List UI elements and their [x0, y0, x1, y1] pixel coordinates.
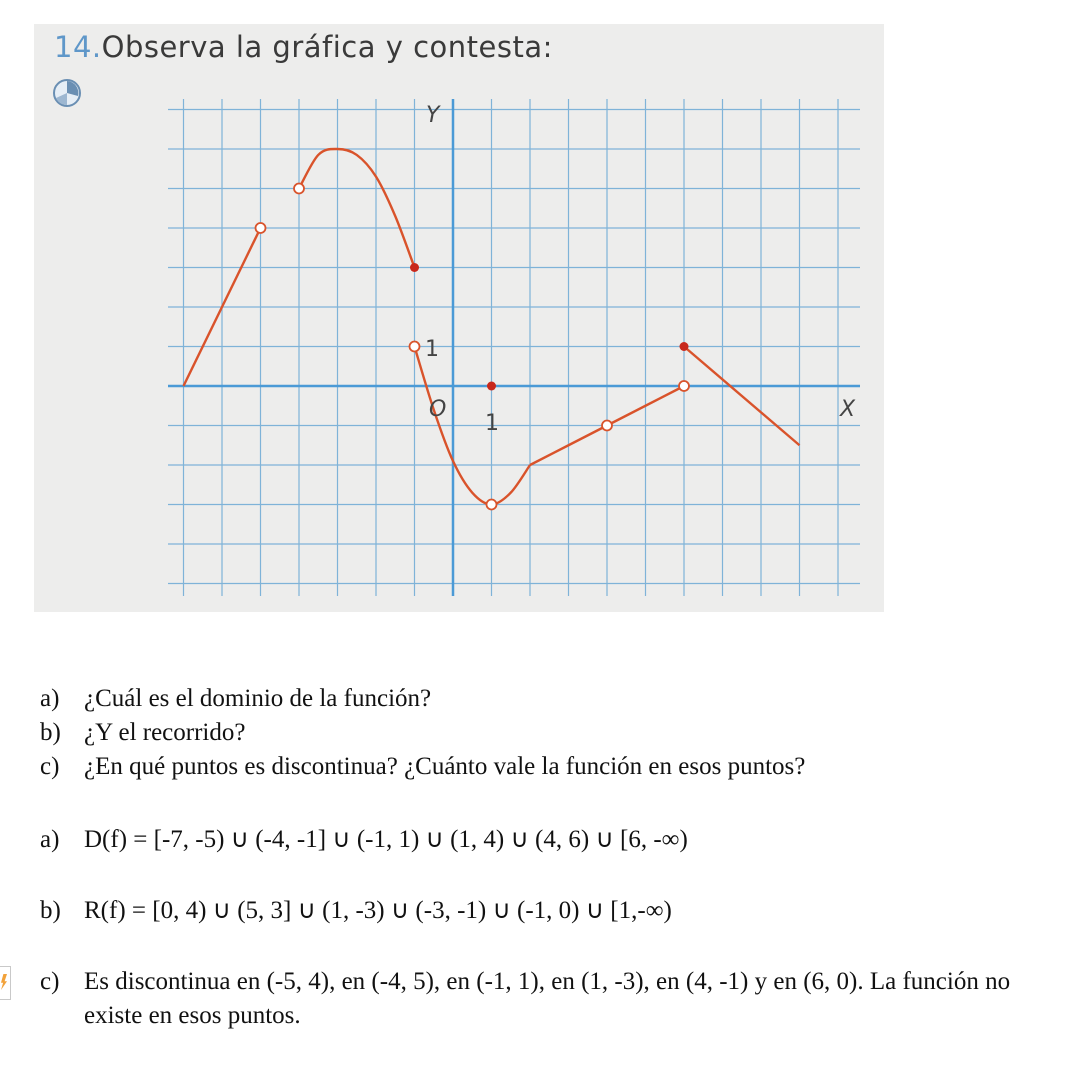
graph-axes [168, 99, 860, 596]
function-graph [34, 24, 884, 612]
closed-point [487, 382, 496, 391]
x-axis-label: X [840, 397, 856, 422]
curve-segment-2 [299, 149, 415, 268]
curve-segment-5 [684, 347, 800, 446]
open-point [602, 421, 612, 431]
open-point [256, 223, 266, 233]
closed-point [410, 263, 419, 272]
exercise-title-text: Observa la gráfica y contesta: [101, 30, 553, 64]
x-tick-label: 1 [485, 411, 499, 436]
exercise-figure [34, 24, 884, 612]
open-point [294, 184, 304, 194]
exercise-title [54, 30, 553, 64]
edit-marker-icon[interactable] [0, 966, 11, 1000]
open-point [487, 500, 497, 510]
exercise-number: 14. [54, 30, 102, 64]
question-c: c) ¿En qué puntos es discontinua? ¿Cuánto vale la función en esos puntos? [40, 753, 806, 780]
closed-point [680, 342, 689, 351]
calculator-icon [52, 78, 82, 108]
open-point [410, 342, 420, 352]
open-point [679, 381, 689, 391]
question-b: b) ¿Y el recorrido? [40, 719, 246, 746]
y-axis-label: Y [426, 103, 440, 128]
y-tick-label: 1 [425, 337, 439, 362]
graph-grid [168, 99, 860, 596]
origin-label: O [429, 397, 447, 422]
question-a: a) ¿Cuál es el dominio de la función? [40, 685, 432, 712]
